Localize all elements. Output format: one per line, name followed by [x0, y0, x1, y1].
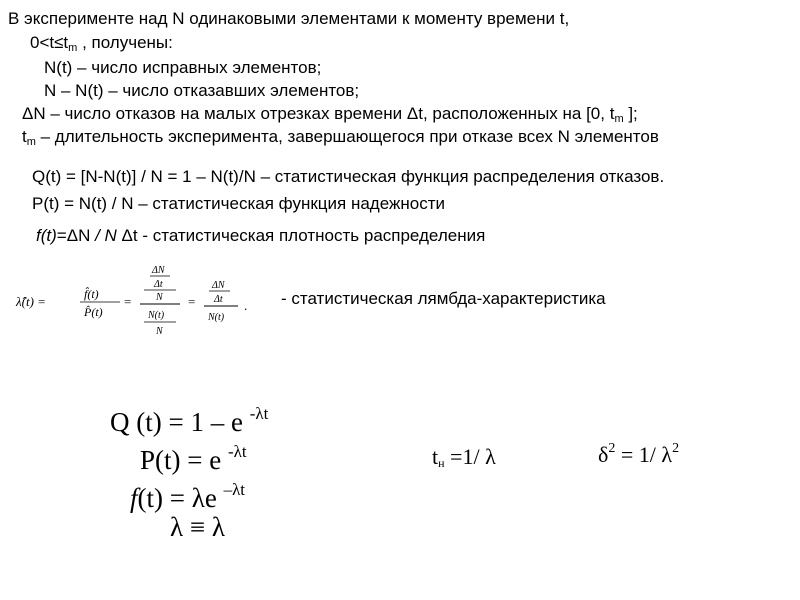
exp-f-symbol: f — [130, 483, 138, 513]
formula-period: . — [244, 298, 248, 313]
intro-line-2-a: 0<t≤t — [30, 33, 69, 52]
right-frac-dt: Δt — [214, 294, 223, 305]
exp-p-exponent: -λt — [227, 442, 247, 461]
intro-line-3 — [44, 58, 321, 78]
mean-formula — [432, 444, 496, 476]
intro-line-2 — [30, 33, 173, 58]
exp-f-exponent: –λt — [223, 480, 246, 499]
intro-line-1 — [8, 9, 569, 29]
intro-line-5-sub: m — [614, 113, 624, 125]
exp-q-exponent: -λt — [249, 404, 269, 423]
stat-p-text: P(t) = N(t) / N – статистическая функция надежности — [32, 194, 445, 213]
variance-formula — [598, 436, 679, 468]
intro-line-1-text: В эксперименте над N одинаковыми элементами к моменту времени t, — [8, 9, 570, 28]
stat-f-mid: =ΔN — [56, 226, 96, 245]
intro-line-2-sub: m — [68, 42, 78, 54]
variance-exp-2: 2 — [672, 441, 680, 456]
variance-rest: = 1/ λ — [615, 442, 673, 467]
big-frac-N: N — [156, 292, 163, 303]
exp-f-formula — [130, 474, 245, 514]
lambda-formula — [12, 260, 272, 352]
big-frac-N-2: N — [156, 326, 163, 337]
variance-exp-1: 2 — [608, 441, 616, 456]
stat-f-line — [36, 226, 485, 246]
intro-line-6 — [22, 127, 659, 152]
intro-line-6-a: t — [22, 127, 27, 146]
big-frac-Nt: N(t) — [148, 310, 165, 321]
stat-f-slash: / N — [95, 226, 117, 245]
lambda-lhs: λ̂(t) = — [16, 294, 46, 309]
stat-q-text: Q(t) = [N-N(t)] / N = 1 – N(t)/N – статистическая функция распределения отказов. — [32, 167, 665, 186]
lambda-description — [281, 289, 606, 309]
intro-line-4 — [44, 81, 359, 101]
stat-q-line — [32, 167, 664, 187]
variance-delta: δ — [598, 442, 609, 467]
mean-sub: н — [438, 456, 445, 470]
intro-line-2-b: , получены: — [77, 33, 173, 52]
lambda-identity — [170, 511, 225, 543]
big-frac-dt: Δt — [154, 279, 163, 290]
mean-t: t — [432, 444, 439, 469]
exp-f-base: (t) = λe — [137, 483, 224, 513]
intro-line-5 — [22, 104, 638, 129]
big-frac-dN: ΔN — [152, 265, 165, 276]
exp-p-formula — [140, 436, 247, 476]
lambda-identity-text: λ ≡ λ — [170, 512, 225, 542]
right-frac-dN: ΔN — [212, 280, 225, 291]
stat-p-line — [32, 194, 445, 214]
lambda-f-hat: f̂(t) — [84, 287, 99, 301]
intro-line-4-text: N – N(t) – число отказавших элементов; — [44, 81, 360, 100]
intro-line-6-sub: m — [26, 136, 36, 148]
lambda-description-text: - статистическая лямбда-характеристика — [281, 289, 606, 308]
stat-f-rest: Δt - статистическая плотность распределения — [116, 226, 486, 245]
equals-sign-1: = — [124, 294, 132, 309]
lambda-p-hat: P̂(t) — [84, 305, 103, 319]
intro-line-6-b: – длительность эксперимента, завершающегося при отказе всех N элементов — [35, 127, 659, 146]
stat-f-symbol: f(t) — [36, 226, 57, 245]
exp-q-formula — [110, 398, 268, 438]
right-frac-Nt: N(t) — [208, 312, 225, 323]
mean-rest: =1/ λ — [444, 444, 496, 469]
intro-line-5-a: ΔN – число отказов на малых отрезках времени Δt, расположенных на [0, t — [22, 104, 615, 123]
exp-p-base: P(t) = e — [140, 445, 228, 475]
equals-sign-2: = — [188, 294, 196, 309]
exp-q-base: Q (t) = 1 – e — [110, 407, 250, 437]
intro-line-3-text: N(t) – число исправных элементов; — [44, 58, 322, 77]
intro-line-5-b: ]; — [623, 104, 638, 123]
